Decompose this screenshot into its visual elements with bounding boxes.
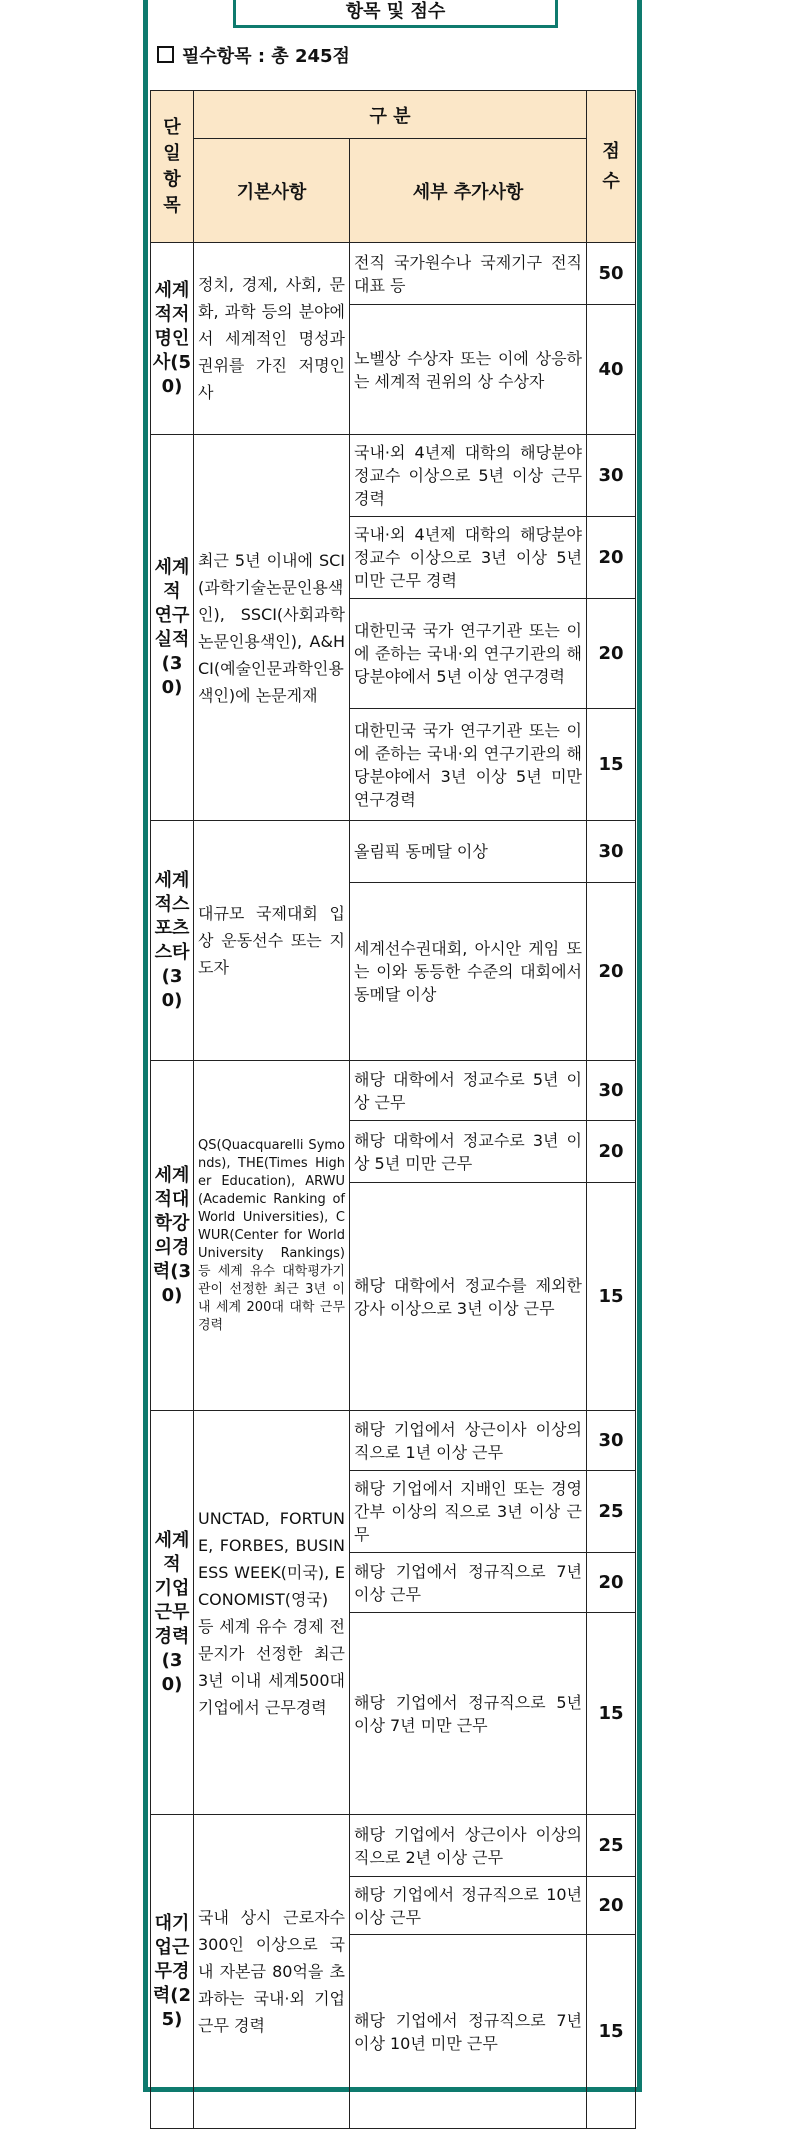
category-cell: 세계적스포츠스타(30) [151, 821, 194, 1061]
category-cell: 세계적 기업 근무 경력 (30) [151, 1411, 194, 1815]
detail-cell: 해당 기업에서 정규직으로 7년 이상 근무 [350, 1553, 587, 1613]
detail-cell: 해당 기업에서 상근이사 이상의 직으로 1년 이상 근무 [350, 1411, 587, 1471]
score-cell: 20 [587, 1121, 636, 1183]
score-cell: 15 [587, 1183, 636, 1411]
detail-cell: 해당 대학에서 정교수로 5년 이상 근무 [350, 1061, 587, 1121]
detail-cell: 해당 기업에서 지배인 또는 경영간부 이상의 직으로 3년 이상 근무 [350, 1471, 587, 1553]
basic-cell: UNCTAD, FORTUNE, FORBES, BUSINESS WEEK(미국), ECONOMIST(영국) 등 세계 유수 경제 전문지가 선정한 최근 3년 이내 세계500대 기업에서 근무경력 [194, 1411, 350, 1815]
score-cell: 20 [587, 517, 636, 599]
category-cell: 대기업근무경력(25) [151, 1815, 194, 2129]
checkbox-square-icon [157, 46, 174, 63]
basic-cell: QS(Quacquarelli Symonds), THE(Times Higher Education), ARWU(Academic Ranking of World Universities), CWUR(Center for World University Rankings) 등 세계 유수 대학평가기관이 선정한 최근 3년 이내 세계 200대 대학 근무 경력 [194, 1061, 350, 1411]
score-cell: 25 [587, 1471, 636, 1553]
score-cell: 20 [587, 599, 636, 709]
score-cell: 30 [587, 821, 636, 883]
detail-cell: 해당 기업에서 정규직으로 7년 이상 10년 미만 근무 [350, 1935, 587, 2129]
required-items-line [157, 42, 350, 68]
basic-cell: 정치, 경제, 사회, 문화, 과학 등의 분야에서 세계적인 명성과 권위를 가진 저명인사 [194, 243, 350, 435]
basic-cell: 국내 상시 근로자수 300인 이상으로 국내 자본금 80억을 초과하는 국내·외 기업 근무 경력 [194, 1815, 350, 2129]
category-cell: 세계적 연구실적 (30) [151, 435, 194, 821]
header-single-item: 단일항목 [151, 91, 194, 243]
header-division: 구 분 [194, 91, 587, 139]
header-detail: 세부 추가사항 [350, 139, 587, 243]
detail-cell: 세계선수권대회, 아시안 게임 또는 이와 동등한 수준의 대회에서 동메달 이상 [350, 883, 587, 1061]
page-title: 항목 및 점수 [233, 0, 558, 28]
required-items-label: 필수항목 : 총 245점 [182, 46, 350, 67]
basic-cell: 최근 5년 이내에 SCI(과학기술논문인용색인), SSCI(사회과학논문인용색인), A&HCI(예술인문과학인용색인)에 논문게재 [194, 435, 350, 821]
detail-cell: 해당 기업에서 상근이사 이상의 직으로 2년 이상 근무 [350, 1815, 587, 1877]
score-table [150, 90, 636, 2129]
score-cell: 25 [587, 1815, 636, 1877]
header-score: 점수 [587, 91, 636, 243]
score-cell: 50 [587, 243, 636, 305]
score-cell: 20 [587, 1553, 636, 1613]
score-cell: 20 [587, 1877, 636, 1935]
detail-cell: 해당 대학에서 정교수로 3년 이상 5년 미만 근무 [350, 1121, 587, 1183]
detail-cell: 해당 기업에서 정규직으로 10년 이상 근무 [350, 1877, 587, 1935]
detail-cell: 해당 기업에서 정규직으로 5년 이상 7년 미만 근무 [350, 1613, 587, 1815]
score-cell: 15 [587, 709, 636, 821]
category-cell: 세계적저명인사(50) [151, 243, 194, 435]
detail-cell: 전직 국가원수나 국제기구 전직대표 등 [350, 243, 587, 305]
detail-cell: 국내·외 4년제 대학의 해당분야 정교수 이상으로 5년 이상 근무 경력 [350, 435, 587, 517]
score-cell: 15 [587, 1935, 636, 2129]
category-cell: 세계적대학강의경력(30) [151, 1061, 194, 1411]
basic-cell: 대규모 국제대회 입상 운동선수 또는 지도자 [194, 821, 350, 1061]
score-cell: 40 [587, 305, 636, 435]
detail-cell: 해당 대학에서 정교수를 제외한 강사 이상으로 3년 이상 근무 [350, 1183, 587, 1411]
header-basic: 기본사항 [194, 139, 350, 243]
score-cell: 30 [587, 1411, 636, 1471]
score-cell: 30 [587, 435, 636, 517]
score-cell: 30 [587, 1061, 636, 1121]
score-cell: 20 [587, 883, 636, 1061]
detail-cell: 대한민국 국가 연구기관 또는 이에 준하는 국내·외 연구기관의 해당분야에서 3년 이상 5년 미만 연구경력 [350, 709, 587, 821]
detail-cell: 올림픽 동메달 이상 [350, 821, 587, 883]
detail-cell: 대한민국 국가 연구기관 또는 이에 준하는 국내·외 연구기관의 해당분야에서 5년 이상 연구경력 [350, 599, 587, 709]
detail-cell: 노벨상 수상자 또는 이에 상응하는 세계적 권위의 상 수상자 [350, 305, 587, 435]
score-cell: 15 [587, 1613, 636, 1815]
detail-cell: 국내·외 4년제 대학의 해당분야 정교수 이상으로 3년 이상 5년 미만 근무 경력 [350, 517, 587, 599]
